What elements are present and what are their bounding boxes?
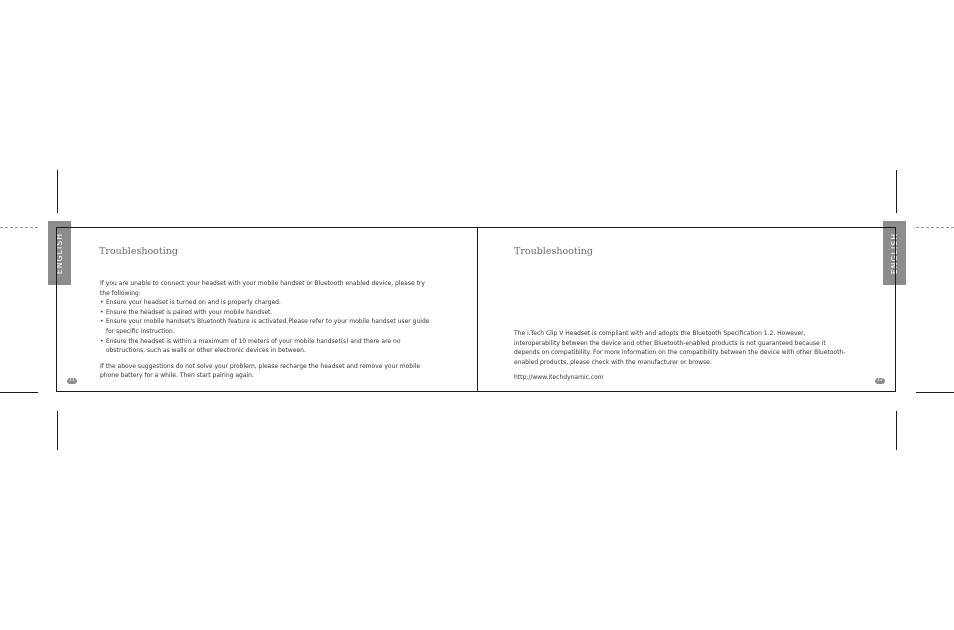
troubleshooting-list — [100, 298, 436, 356]
troubleshooting-body — [100, 279, 436, 381]
registration-dash — [0, 227, 38, 228]
manufacturer-url: http://www.itechdynamic.com — [514, 374, 604, 382]
page-title: Troubleshooting — [514, 246, 593, 257]
list-item: • Ensure your headset is turned on and is properly charged. — [100, 298, 436, 308]
intro-paragraph: If you are unable to connect your headset with your mobile handset or Bluetooth enabled device, please try the following: — [100, 280, 425, 297]
crop-mark — [896, 411, 897, 450]
compatibility-body — [514, 329, 848, 383]
language-tab-label: ENGLISH — [55, 232, 65, 274]
right-page — [478, 228, 900, 391]
list-item: • Ensure the headset is within a maximum of 10 meters of your mobile handset(s) and there are no obstructions, such as walls or other electronic devices in between. — [100, 337, 436, 356]
compatibility-paragraph: The i.Tech Clip V Headset is compliant with and adopts the Bluetooth Specification 1.2. However, interoperability between the device and other Bluetooth-enabled products is not guaranteed because it depends on compatibility. For more information on the compatibility between the device with other Bluetooth-enabled products, please check with the manufacturer or browse: — [514, 330, 846, 366]
page-number: 11 — [67, 378, 77, 384]
page-title: Troubleshooting — [99, 246, 178, 257]
page-spread — [56, 227, 896, 392]
language-tab-label: ENGLISH — [890, 232, 900, 274]
crop-mark — [916, 392, 954, 393]
registration-dash — [916, 227, 954, 228]
crop-mark — [0, 392, 38, 393]
crop-mark — [57, 411, 58, 450]
closing-paragraph: If the above suggestions do not solve your problem, please recharge the headset and remove your mobile phone battery for a while. Then start pairing again. — [100, 362, 421, 380]
crop-mark — [57, 170, 58, 213]
list-item: • Ensure the headset is paired with your mobile handset. — [100, 308, 436, 318]
crop-mark — [896, 170, 897, 213]
page-number: 12 — [875, 378, 885, 384]
list-item: • Ensure your mobile handset's Bluetooth feature is activated.Please refer to your mobile handset user guide for specific instruction. — [100, 317, 436, 336]
left-page — [57, 228, 477, 391]
